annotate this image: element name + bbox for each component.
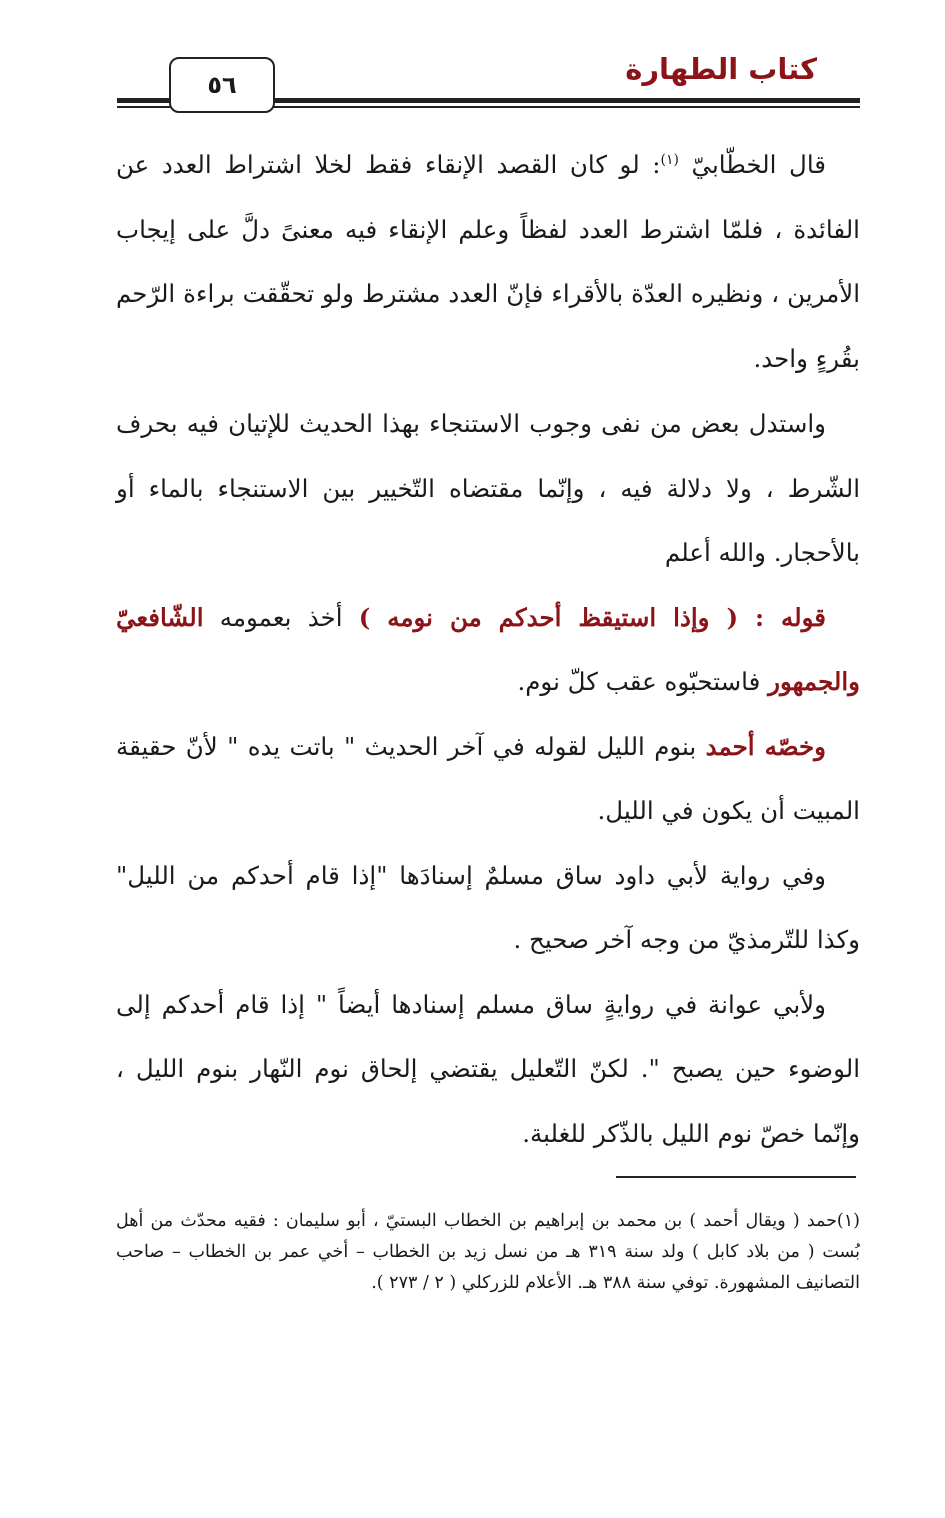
paragraph-3-end: فاستحبّوه عقب كلّ نوم. — [517, 667, 769, 697]
book-title: كتاب الطهارة — [625, 52, 817, 86]
paragraph-1 — [116, 128, 860, 391]
paragraph-4 — [116, 715, 860, 844]
page-number: ٥٦ — [207, 71, 237, 99]
hadith-quote: قوله : ( وإذا استيقظ أحدكم من نومه ) — [358, 602, 826, 632]
ahmad-name: وخصّه أحمد — [705, 731, 826, 761]
paragraph-1-opening: قال الخطّابيّ — [678, 150, 826, 180]
paragraph-6: ولأبي عوانة في روايةٍ ساق مسلم إسنادها أيضاً " إذا قام أحدكم إلى الوضوء حين يصبح ". لكنّ التّعليل يقتضي إلحاق نوم النّهار بنوم الليل ، وإنّما خصّ نوم الليل بالذّكر للغلبة. — [116, 989, 860, 1148]
scholars-name: الشّافعيّ والجمهور — [116, 602, 860, 697]
paragraph-1-text: : لو كان القصد الإنقاء فقط لخلا اشتراط العدد عن الفائدة ، فلمّا اشترط العدد لفظاً وعلم الإنقاء فيه معنىً دلَّ على إيجاب الأمرين ، ونظيره العدّة بالأقراء فإنّ العدد مشترط ولو تحقّقت براءة الرّحم بقُرءٍ واحد. — [116, 150, 860, 373]
paragraph-2: واستدل بعض من نفى وجوب الاستنجاء بهذا الحديث للإتيان فيه بحرف الشّرط ، ولا دلالة فيه ، وإنّما مقتضاه التّخيير بين الاستنجاء بالماء أو بالأحجار. والله أعلم — [116, 409, 860, 568]
page-number-box — [169, 57, 275, 113]
footnote-text: (١)حمد ( ويقال أحمد ) بن محمد بن إبراهيم بن الخطاب البستيّ ، أبو سليمان : فقيه محدّث من أهل بُست ( من بلاد كابل ) ولد سنة ٣١٩ هـ من نسل زيد بن الخطاب – أخي عمر بن الخطاب – صاحب التصانيف المشهورة. توفي سنة ٣٨٨ هـ. الأعلام للزركلي ( ٢ / ٢٧٣ ). — [116, 1211, 860, 1293]
footnote — [116, 1206, 860, 1299]
paragraph-5: وفي رواية لأبي داود ساق مسلمٌ إسنادَها "إذا قام أحدكم من الليل" وكذا للتّرمذيّ من وجه آخر صحيح . — [116, 860, 860, 955]
paragraph-3 — [116, 586, 860, 715]
footnote-separator — [616, 1176, 856, 1178]
paragraph-4-text: بنوم الليل لقوله في آخر الحديث " باتت يده " لأنّ حقيقة المبيت أن يكون في الليل. — [116, 731, 860, 826]
footnote-reference[interactable]: (١) — [660, 152, 679, 168]
page-header — [0, 0, 945, 120]
main-text — [116, 128, 860, 1166]
paragraph-3-text: أخذ بعمومه — [203, 602, 359, 632]
